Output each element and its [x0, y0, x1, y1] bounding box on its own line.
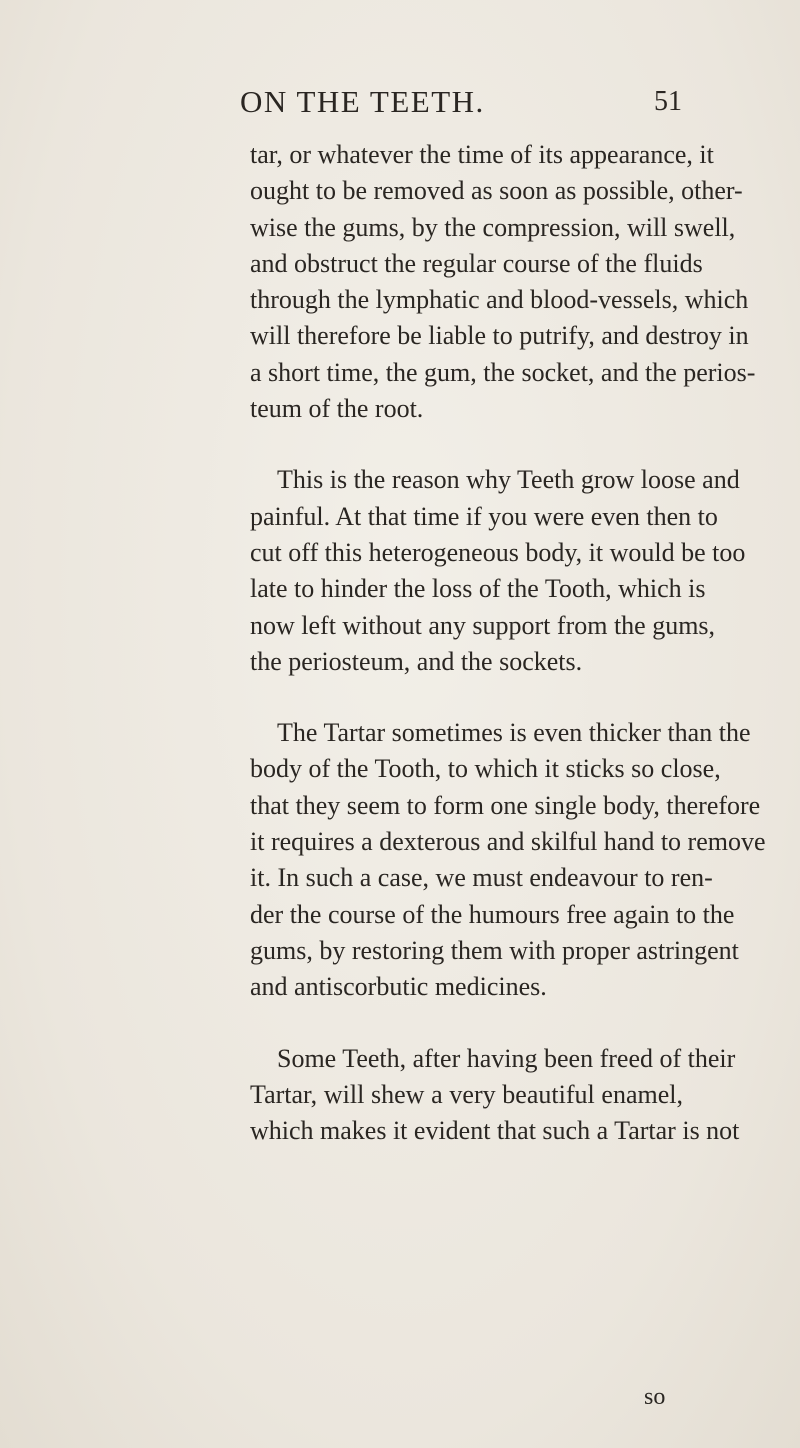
text-line: cut off this heterogeneous body, it would be too — [250, 537, 746, 567]
paragraph-1 — [250, 137, 756, 427]
text-line: it. In such a case, we must endeavour to ren- — [250, 863, 713, 893]
text-line: through the lymphatic and blood-vessels, which — [250, 285, 749, 315]
catchword: so — [644, 1384, 666, 1410]
text-line: painful. At that time if you were even then to — [250, 501, 718, 531]
text-line: it requires a dexterous and skilful hand to remove — [250, 827, 766, 857]
paragraph-3 — [250, 715, 766, 1005]
text-line: Tartar, will shew a very beautiful enamel, — [250, 1079, 683, 1109]
text-line: a short time, the gum, the socket, and the perios- — [250, 357, 756, 387]
paragraph-4 — [250, 1041, 740, 1150]
text-line: der the course of the humours free again to the — [250, 899, 735, 929]
text-line: will therefore be liable to putrify, and destroy in — [250, 321, 749, 351]
text-line: ought to be removed as soon as possible, other- — [250, 176, 743, 206]
text-line: wise the gums, by the compression, will swell, — [250, 212, 736, 242]
text-line: tar, or whatever the time of its appearance, it — [250, 140, 714, 169]
text-line: teum of the root. — [250, 394, 424, 424]
text-line: The Tartar sometimes is even thicker than the — [277, 718, 751, 748]
text-line: Some Teeth, after having been freed of their — [277, 1043, 736, 1073]
body-text — [250, 137, 766, 1184]
running-head: ON THE TEETH. — [240, 84, 485, 119]
page-number: 51 — [654, 86, 682, 117]
text-line: and obstruct the regular course of the fluids — [250, 248, 703, 278]
page-header — [0, 84, 800, 124]
text-line: This is the reason why Teeth grow loose and — [277, 465, 740, 495]
text-line: that they seem to form one single body, therefore — [250, 790, 761, 820]
text-line: body of the Tooth, to which it sticks so close, — [250, 754, 721, 784]
paragraph-2 — [250, 462, 746, 680]
text-line: now left without any support from the gums, — [250, 610, 716, 640]
text-line: the periosteum, and the sockets. — [250, 646, 583, 676]
text-line: which makes it evident that such a Tartar is not — [250, 1116, 740, 1146]
text-line: late to hinder the loss of the Tooth, which is — [250, 574, 706, 604]
text-line: and antiscorbutic medicines. — [250, 972, 547, 1002]
text-line: gums, by restoring them with proper astringent — [250, 935, 739, 965]
